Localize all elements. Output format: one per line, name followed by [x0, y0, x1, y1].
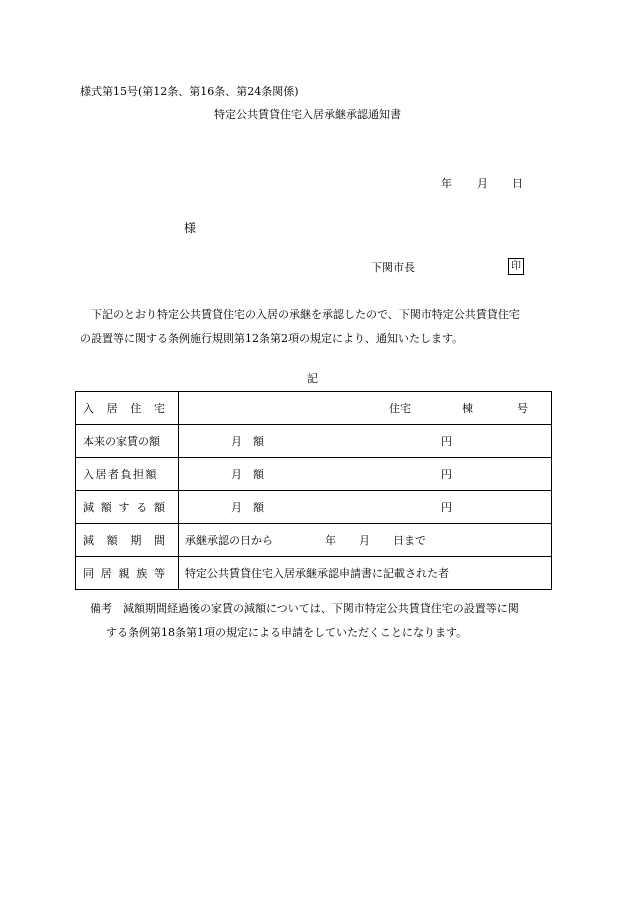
label-char: 宅: [153, 402, 165, 415]
note-prefix: 備考: [90, 602, 112, 615]
label-char: 等: [154, 567, 165, 580]
monthly-amount-label: 月 額: [231, 468, 264, 481]
label-char: 減: [83, 534, 94, 547]
body-paragraph: [80, 303, 552, 351]
date-year-label: 年: [441, 177, 452, 190]
detail-table: [75, 391, 552, 590]
row-label-text: 入居者負担額: [83, 468, 158, 481]
label-char: 親: [118, 567, 130, 580]
document-title: 特定公共賃貸住宅入居承継承認通知書: [214, 108, 401, 121]
yen-label: 円: [441, 468, 452, 481]
table-row: [76, 392, 552, 425]
original-rent-value-cell: [179, 425, 552, 458]
ki-heading: 記: [307, 372, 318, 385]
period-year-label: 年: [325, 534, 336, 547]
table-row: [76, 524, 552, 557]
seal-mark: 印: [508, 258, 524, 275]
note-line-1: 減額期間経過後の家賃の減額については、下関市特定公共賃貸住宅の設置等に関: [123, 602, 519, 615]
label-char: 住: [130, 402, 142, 415]
form-number-label: 様式第15号(第12条、第16条、第24条関係): [80, 85, 299, 98]
tenant-burden-value-cell: [179, 458, 552, 491]
label-char: る: [136, 501, 148, 514]
monthly-amount-label: 月 額: [231, 501, 264, 514]
label-char: 期: [130, 534, 142, 547]
period-until-label: 日まで: [393, 534, 426, 547]
body-line-1-text: 下記のとおり特定公共賃貸住宅の入居の承継を承認したので、下関市特定公共賃貸住宅: [91, 308, 520, 321]
label-char: 額: [100, 501, 112, 514]
date-day-label: 日: [512, 177, 523, 190]
go-label: 号: [517, 402, 528, 415]
table-row: [76, 557, 552, 590]
row-label-residence: [76, 392, 179, 425]
label-char: す: [118, 501, 130, 514]
note-line-2: する条例第18条第1項の規定による申請をしていただくことになります。: [106, 626, 468, 639]
row-label-tenant-burden: [76, 458, 179, 491]
date-month-label: 月: [477, 177, 488, 190]
label-char: 額: [154, 501, 165, 514]
yen-label: 円: [441, 501, 452, 514]
to-label: 棟: [462, 402, 473, 415]
jutaku-label: 住宅: [389, 402, 411, 415]
label-char: 同: [83, 567, 94, 580]
reduction-period-value-cell: [179, 524, 552, 557]
label-char: 額: [106, 534, 118, 547]
label-char: 族: [136, 567, 148, 580]
row-label-original-rent: 本来の家賃の額: [76, 425, 179, 458]
table-row: [76, 458, 552, 491]
issuer-name: 下関市長: [371, 261, 415, 274]
reduction-amount-value-cell: [179, 491, 552, 524]
row-label-cohabitants: [76, 557, 179, 590]
label-char: 入: [83, 402, 94, 415]
row-label-reduction-period: [76, 524, 179, 557]
body-line-2: の設置等に関する条例施行規則第12条第2項の規定により、通知いたします。: [80, 332, 464, 345]
yen-label: 円: [441, 435, 452, 448]
body-line-1: [80, 303, 552, 327]
residence-value-cell: [179, 392, 552, 425]
cohabitants-value: 特定公共賃貸住宅入居承継承認申請書に記載された者: [185, 567, 449, 580]
addressee-suffix: 様: [184, 221, 197, 235]
period-month-label: 月: [359, 534, 370, 547]
label-char: 間: [153, 534, 165, 547]
period-from-label: 承継承認の日から: [185, 534, 273, 547]
monthly-amount-label: 月 額: [231, 435, 264, 448]
label-char: 居: [100, 567, 112, 580]
table-row: [76, 491, 552, 524]
table-row: [76, 425, 552, 458]
label-char: 居: [106, 402, 118, 415]
row-label-reduction-amount: [76, 491, 179, 524]
label-char: 減: [83, 501, 94, 514]
cohabitants-value-cell: [179, 557, 552, 590]
